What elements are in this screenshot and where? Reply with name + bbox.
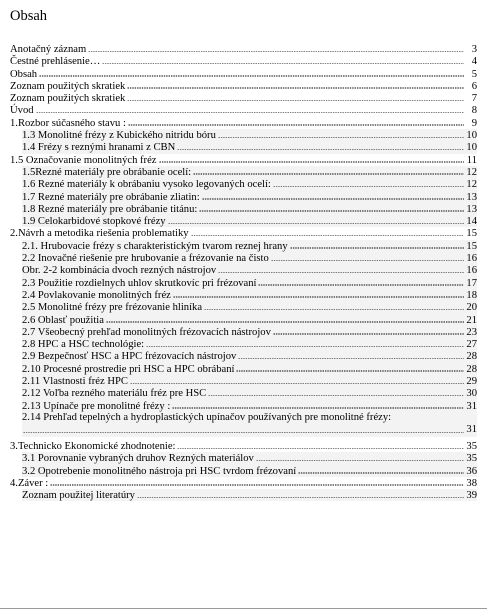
toc-entry[interactable] [0,350,487,362]
toc-entry-link[interactable] [22,314,477,326]
toc-entry-link[interactable] [10,477,477,489]
toc-entry-link[interactable] [10,68,477,80]
toc-entry[interactable] [0,141,487,153]
toc-entry-link[interactable] [22,178,477,190]
toc-entry-label: Zoznam použitej literatúry [22,490,135,502]
toc-leader-dots [273,178,464,187]
toc-leader-dots [256,452,464,461]
toc-entry-page: 12 [466,179,477,191]
toc-entry[interactable] [0,314,487,326]
table-of-contents [0,43,487,501]
toc-entry-page: 31 [466,424,477,436]
toc-leader-dots [127,92,464,101]
toc-entry[interactable] [0,264,487,276]
toc-entry-page: 16 [466,265,477,277]
toc-entry-label: Úvod [10,105,34,117]
page-title: Obsah [10,8,48,24]
toc-entry-label: 2.8 HPC a HSC technológie: [22,339,145,351]
toc-entry[interactable] [0,104,487,116]
toc-entry[interactable] [0,80,487,92]
toc-leader-dots [202,191,464,200]
toc-entry-label: 1.8 Rezné materiály pre obrábanie titánu: [22,203,198,215]
toc-entry-page: 14 [466,216,477,228]
toc-leader-dots [36,104,464,113]
toc-entry-link[interactable] [22,301,477,313]
toc-entry-link[interactable] [22,277,477,289]
toc-entry-page: 38 [466,477,477,489]
toc-entry-label: 3.1 Porovnanie vybraných druhov Rezných materiálov [22,453,254,465]
toc-entry-label: 2.14 Prehľad tepelných a hydroplastických upínačov používaných pre monolitné frézy: [22,411,392,423]
toc-leader-dots [50,477,464,486]
toc-entry[interactable] [0,363,487,375]
toc-entry-link[interactable] [22,350,477,362]
toc-entry-link[interactable] [22,289,477,301]
toc-leader-dots [290,240,464,249]
toc-leader-dots [193,166,464,175]
toc-entry[interactable] [0,92,487,104]
toc-entry-label: Zoznam použitých skratiek [10,93,126,105]
toc-entry-page: 36 [466,465,477,477]
toc-entry[interactable] [0,412,487,437]
toc-entry-link[interactable] [22,387,477,399]
toc-entry[interactable] [0,240,487,252]
toc-entry-link[interactable] [10,104,477,116]
toc-entry-page: 10 [466,130,477,142]
toc-entry-link[interactable] [22,375,477,387]
toc-entry-label: 1.3 Monolitné frézy z Kubického nitridu bóru [22,130,216,142]
toc-entry[interactable] [0,68,487,80]
toc-entry[interactable] [0,452,487,464]
toc-entry-link[interactable] [22,141,477,153]
toc-entry-link[interactable] [10,227,477,239]
toc-leader-dots [137,489,464,498]
toc-entry-link[interactable] [10,55,477,67]
toc-entry-page: 10 [466,142,477,154]
toc-entry-page: 5 [471,68,477,80]
toc-entry-label: 1.7 Rezné materiály pre obrábanie zliatin: [22,191,200,203]
toc-leader-dots [238,350,464,359]
toc-entry-label: 2.2 Inovačné riešenie pre hrubovanie a frézovanie na čisto [22,253,269,265]
toc-entry-label: 2.5 Monolitné frézy pre frézovanie hliníka [22,302,203,314]
toc-entry-page: 4 [471,56,477,68]
toc-entry[interactable] [0,154,487,166]
toc-entry-link[interactable] [22,166,477,178]
toc-entry[interactable] [0,117,487,129]
toc-entry-page: 13 [466,203,477,215]
toc-leader-dots [88,43,464,52]
toc-entry[interactable] [0,477,487,489]
toc-entry-page: 29 [466,376,477,388]
toc-leader-dots [208,387,464,396]
toc-leader-dots [159,154,465,163]
toc-entry-link[interactable] [22,203,477,215]
toc-entry-link[interactable] [10,154,477,166]
toc-entry-label: Čestné prehlásenie… [10,56,101,68]
toc-leader-dots [23,424,464,433]
toc-leader-dots [258,277,464,286]
toc-entry-link[interactable] [22,338,477,350]
toc-entry-label: 4.Záver : [10,477,49,489]
toc-entry-link[interactable] [22,363,477,375]
toc-entry-label: 2.10 Procesné prostredie pri HSC a HPC obrábaní [22,363,235,375]
toc-entry-label: 2.9 Bezpečnosť HSC a HPC frézovacích nástrojov [22,351,237,363]
toc-entry-page: 31 [466,400,477,412]
toc-leader-dots [128,117,464,126]
toc-leader-dots [146,338,464,347]
toc-leader-dots [218,264,464,273]
toc-entry-label: 2.13 Upínače pre monolitné frézy : [22,400,171,412]
toc-entry[interactable] [0,301,487,313]
toc-leader-dots [106,314,464,323]
toc-entry-page: 16 [466,253,477,265]
toc-entry-label: 1.4 Frézy s reznými hranami z CBN [22,142,176,154]
toc-leader-dots [271,252,464,261]
toc-entry-link[interactable] [22,191,477,203]
toc-leader-dots [168,215,464,224]
toc-entry[interactable] [0,326,487,338]
toc-entry-label: 2.12 Voľba rezného materiálu fréz pre HSC [22,388,207,400]
toc-entry-link[interactable] [22,215,477,227]
toc-entry-page: 8 [471,105,477,117]
toc-entry-label: Anotačný záznam [10,44,87,55]
toc-entry-label: 2.4 Povlakovanie monolitných fréz [22,289,171,301]
toc-entry-page: 17 [466,277,477,289]
toc-entry[interactable] [0,43,487,55]
toc-entry[interactable] [0,277,487,289]
toc-entry-label: Obsah [10,68,38,80]
toc-entry-label: 3.Technicko Ekonomické zhodnotenie: [10,441,176,452]
toc-entry-line [22,412,477,424]
toc-entry-label: 2.3 Použitie rozdielnych uhlov skrutkovíc pri frézovaní [22,277,257,289]
toc-entry-label: 2.7 Všeobecný prehľad monolitných frézovacích nástrojov [22,326,271,338]
toc-leader-dots [173,289,464,298]
toc-leader-dots [102,55,464,64]
toc-leader-dots [177,440,464,449]
toc-entry[interactable] [0,387,487,399]
toc-entry[interactable] [0,375,487,387]
toc-entry-line [22,424,477,436]
toc-entry-label: 1.5 Označovanie monolitných fréz [10,154,157,166]
toc-entry-label: 3.2 Opotrebenie monolitného nástroja pri HSC tvrdom frézovaní [22,465,297,477]
toc-entry-link[interactable] [22,452,477,464]
toc-entry-label: 1.Rozbor súčasného stavu : [10,117,126,129]
toc-entry-page: 35 [466,441,477,452]
toc-entry-link[interactable] [22,129,477,141]
toc-entry-label: 2.Návrh a metodika riešenia problematiky [10,228,189,240]
toc-leader-dots [273,326,464,335]
toc-entry-label: 1.6 Rezné materiály k obrábaniu vysoko legovaných ocelí: [22,179,271,191]
toc-leader-dots [204,301,464,310]
toc-entry-page: 35 [466,453,477,465]
toc-entry-page: 12 [466,166,477,178]
toc-entry[interactable] [0,203,487,215]
toc-entry[interactable] [0,166,487,178]
toc-entry-link[interactable] [22,326,477,338]
toc-entry[interactable] [0,129,487,141]
toc-entry-page: 3 [471,44,477,55]
toc-entry-page: 15 [466,228,477,240]
toc-entry[interactable] [0,55,487,67]
toc-entry-link[interactable] [10,117,477,129]
toc-entry-page: 27 [466,339,477,351]
toc-leader-dots [236,363,464,372]
toc-leader-dots [199,203,464,212]
toc-entry-page: 18 [466,289,477,301]
toc-leader-dots [177,141,464,150]
toc-entry[interactable] [0,338,487,350]
toc-entry-link[interactable] [22,412,477,437]
toc-entry[interactable] [0,465,487,477]
toc-entry-link[interactable] [10,80,477,92]
toc-entry-page: 7 [471,93,477,105]
toc-entry[interactable] [0,252,487,264]
toc-entry-page: 15 [466,240,477,252]
toc-entry-label: 2.6 Oblasť použitia [22,314,104,326]
toc-entry[interactable] [0,289,487,301]
toc-entry-link[interactable] [10,92,477,104]
toc-entry-page: 9 [471,117,477,129]
toc-entry-page: 20 [466,302,477,314]
toc-entry-link[interactable] [10,440,477,452]
toc-entry-page: 11 [466,154,477,166]
toc-entry-page: 23 [466,326,477,338]
toc-entry[interactable] [0,489,487,501]
toc-entry-page: 28 [466,351,477,363]
toc-entry-label: 2.11 Vlastnosti fréz HPC [22,376,128,388]
toc-entry-page: 21 [466,314,477,326]
toc-entry-page: 6 [471,80,477,92]
toc-entry-link[interactable] [22,465,477,477]
toc-leader-dots [172,400,464,409]
toc-entry-link[interactable] [22,489,477,501]
toc-leader-dots [298,465,464,474]
toc-entry-page: 28 [466,363,477,375]
toc-entry-label: 1.5Rezné materiály pre obrábanie ocelí: [22,166,192,178]
toc-entry-link[interactable] [22,400,477,412]
toc-leader-dots [191,227,464,236]
toc-leader-dots [218,129,464,138]
toc-entry[interactable] [0,440,487,452]
toc-entry-page: 39 [466,490,477,502]
toc-leader-dots [39,68,464,77]
toc-leader-dots [130,375,464,384]
toc-entry[interactable] [0,215,487,227]
toc-entry[interactable] [0,178,487,190]
toc-entry[interactable] [0,400,487,412]
toc-entry-label: Zoznam použitých skratiek [10,80,126,92]
toc-entry[interactable] [0,227,487,239]
toc-entry-link[interactable] [10,43,477,55]
toc-entry-link[interactable] [22,252,477,264]
toc-entry-page: 30 [466,388,477,400]
toc-entry-label: 2.1. Hrubovacie frézy s charakteristickým tvarom reznej hrany [22,240,288,252]
toc-entry-link[interactable] [22,264,477,276]
toc-leader-dots [127,80,464,89]
toc-entry-link[interactable] [22,240,477,252]
toc-entry[interactable] [0,191,487,203]
toc-entry-label: Obr. 2-2 kombinácia dvoch rezných nástrojov [22,265,217,277]
toc-entry-label: 1.9 Celokarbidové stopkové frézy [22,216,166,228]
toc-entry-page: 13 [466,191,477,203]
